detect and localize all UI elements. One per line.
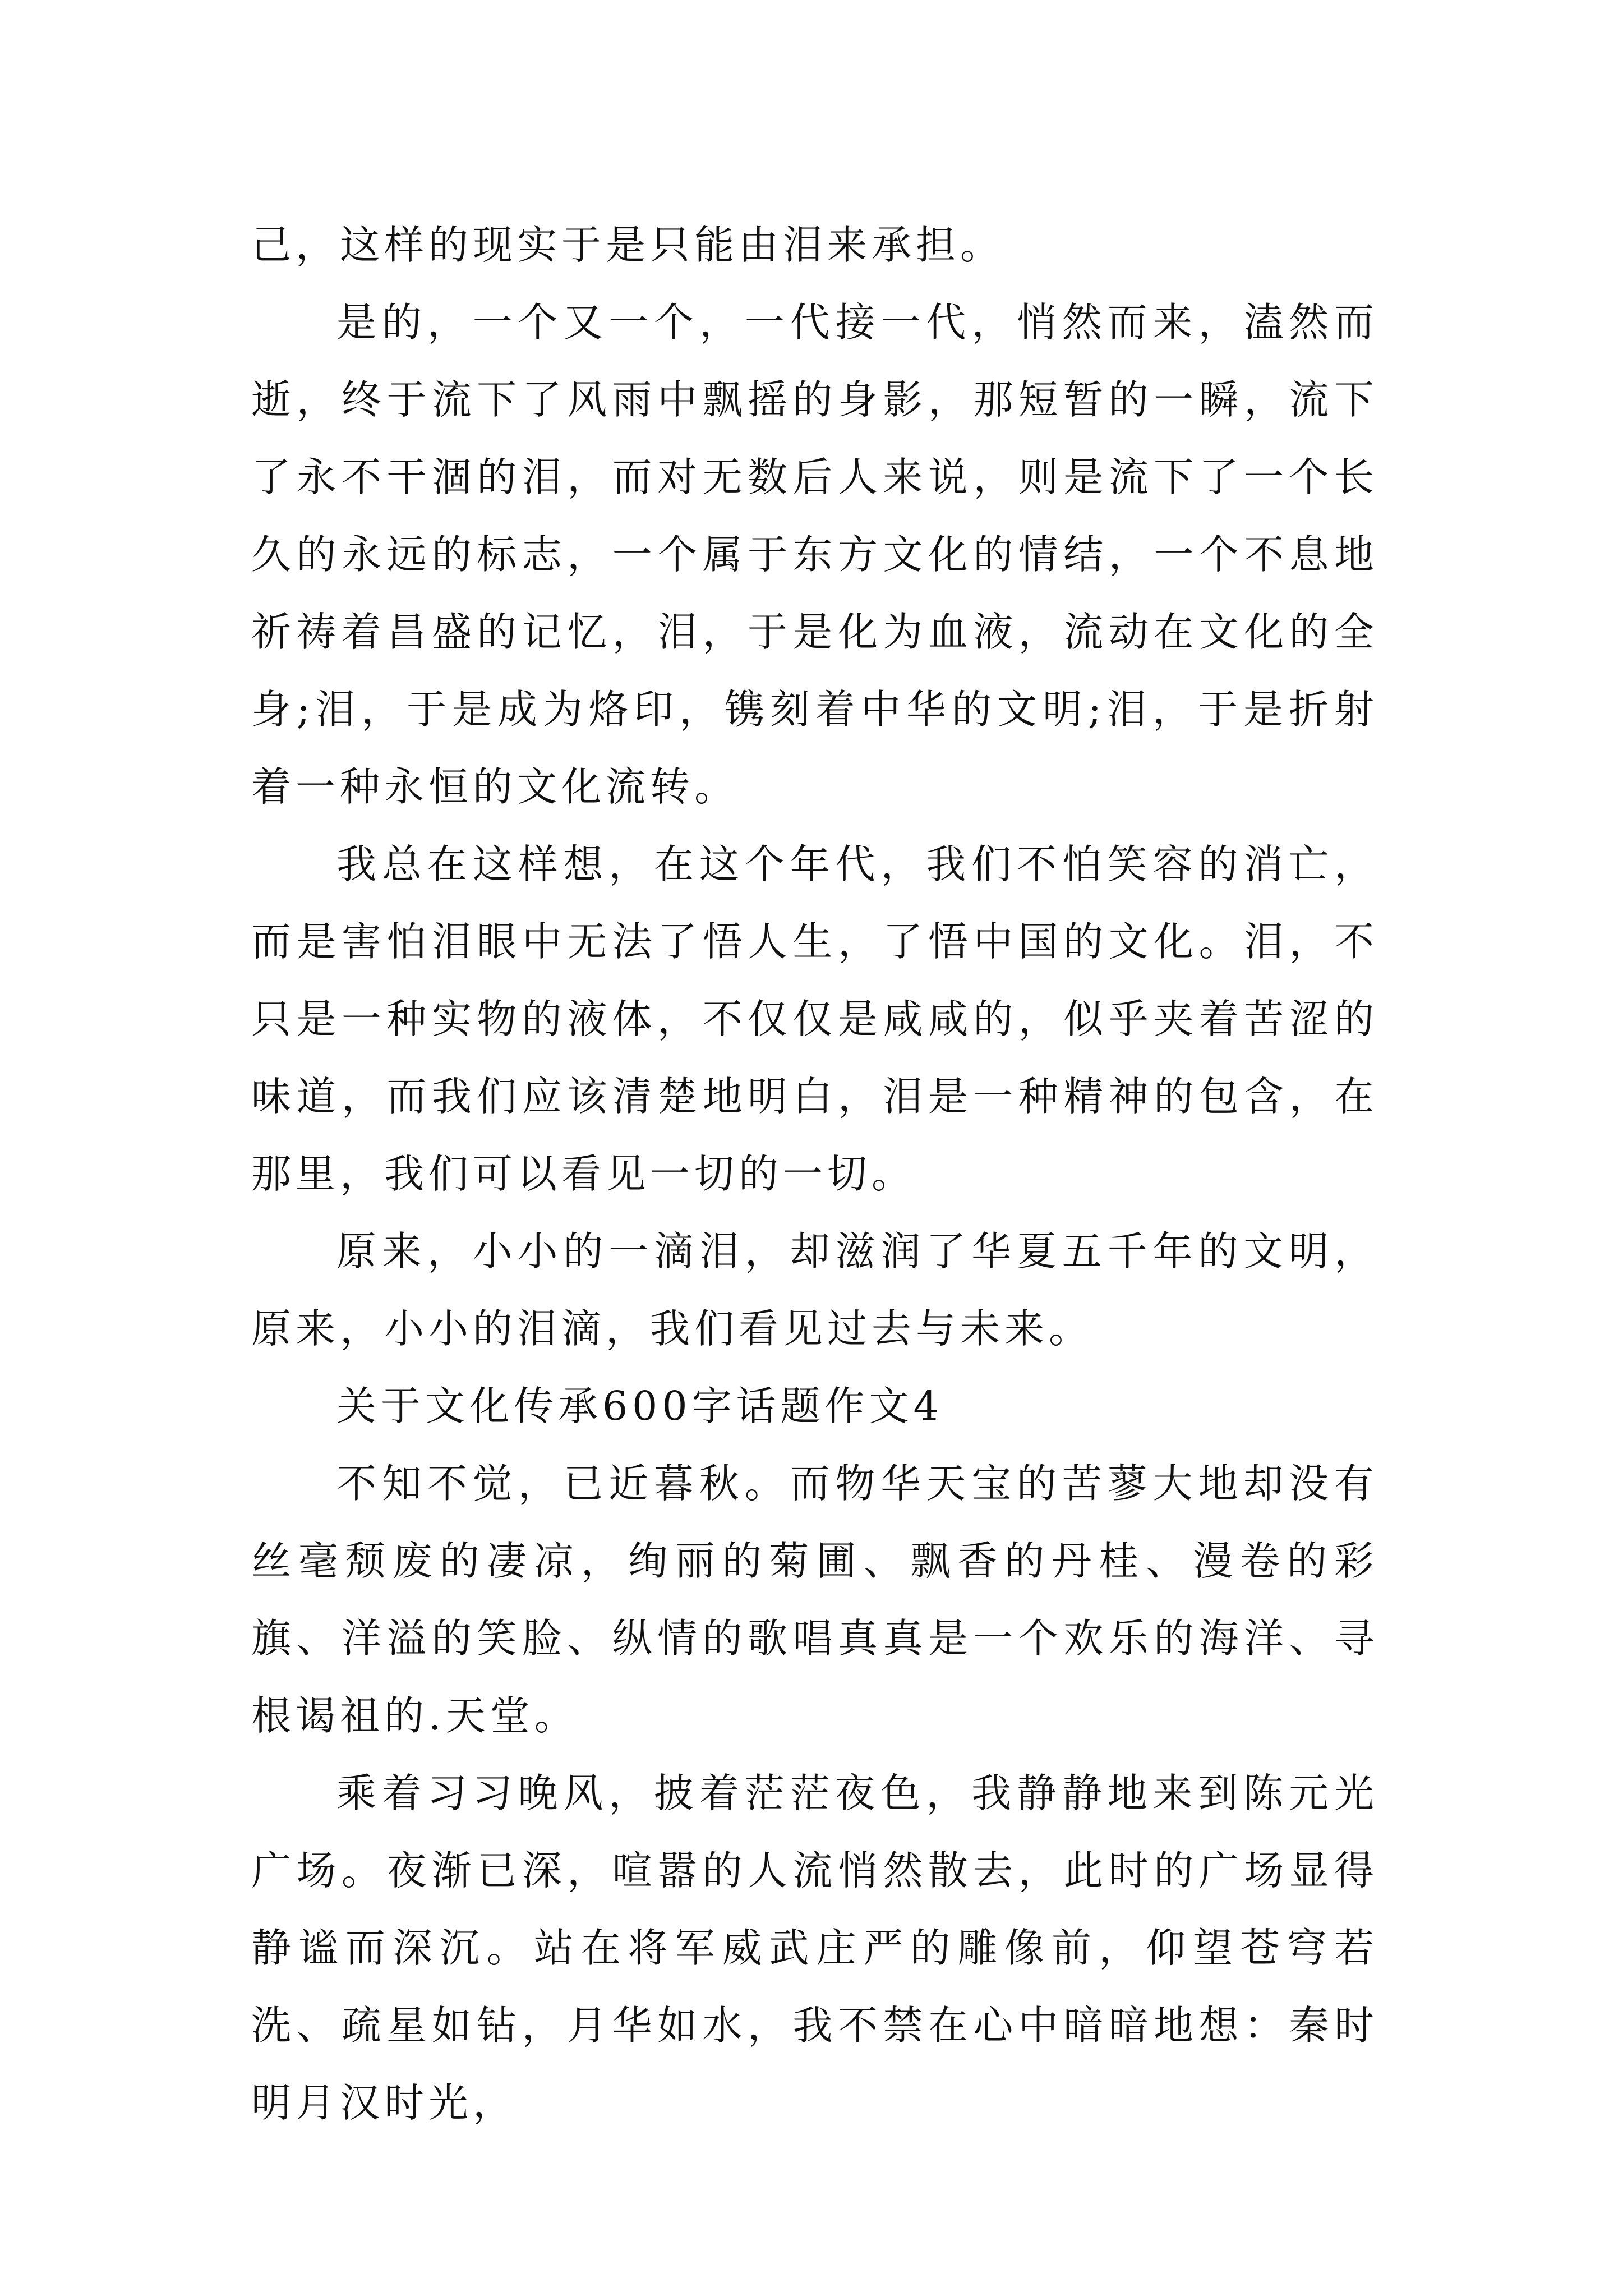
paragraph-2: 是的，一个又一个，一代接一代，悄然而来，溘然而逝，终于流下了风雨中飘摇的身影，那短暂的一瞬，流下了永不干涸的泪，而对无数后人来说，则是流下了一个长久的永远的标志，一个属于东方文化的情结，一个不息地祈祷着昌盛的记忆，泪，于是化为血液，流动在文化的全身;泪，于是成为烙印，镌刻着中华的文明;泪，于是折射着一种永恒的文化流转。 (251, 299, 1378, 810)
paragraph-3: 我总在这样想，在这个年代，我们不怕笑容的消亡，而是害怕泪眼中无法了悟人生，了悟中国的文化。泪，不只是一种实物的液体，不仅仅是咸咸的，似乎夹着苦涩的味道，而我们应该清楚地明白，泪是一种精神的包含，在那里，我们可以看见一切的一切。 (251, 841, 1378, 1197)
paragraph-4: 原来，小小的一滴泪，却滋润了华夏五千年的文明，原来，小小的泪滴，我们看见过去与未来。 (251, 1228, 1378, 1352)
essay-heading: 关于文化传承600字话题作文4 (336, 1383, 943, 1429)
paragraph-1: 己，这样的现实于是只能由泪来承担。 (251, 222, 1005, 268)
paragraph-5: 不知不觉，已近暮秋。而物华天宝的苦蓼大地却没有丝毫颓废的凄凉，绚丽的菊圃、飘香的丹桂、漫卷的彩旗、洋溢的笑脸、纵情的歌唱真真是一个欢乐的海洋、寻根谒祖的.天堂。 (251, 1460, 1378, 1739)
paragraph-6: 乘着习习晚风，披着茫茫夜色，我静静地来到陈元光广场。夜渐已深，喧嚣的人流悄然散去，此时的广场显得静谧而深沉。站在将军威武庄严的雕像前，仰望苍穹若洗、疏星如钻，月华如水，我不禁在心中暗暗地想：秦时明月汉时光， (251, 1770, 1378, 2126)
document-body (251, 206, 1378, 2142)
